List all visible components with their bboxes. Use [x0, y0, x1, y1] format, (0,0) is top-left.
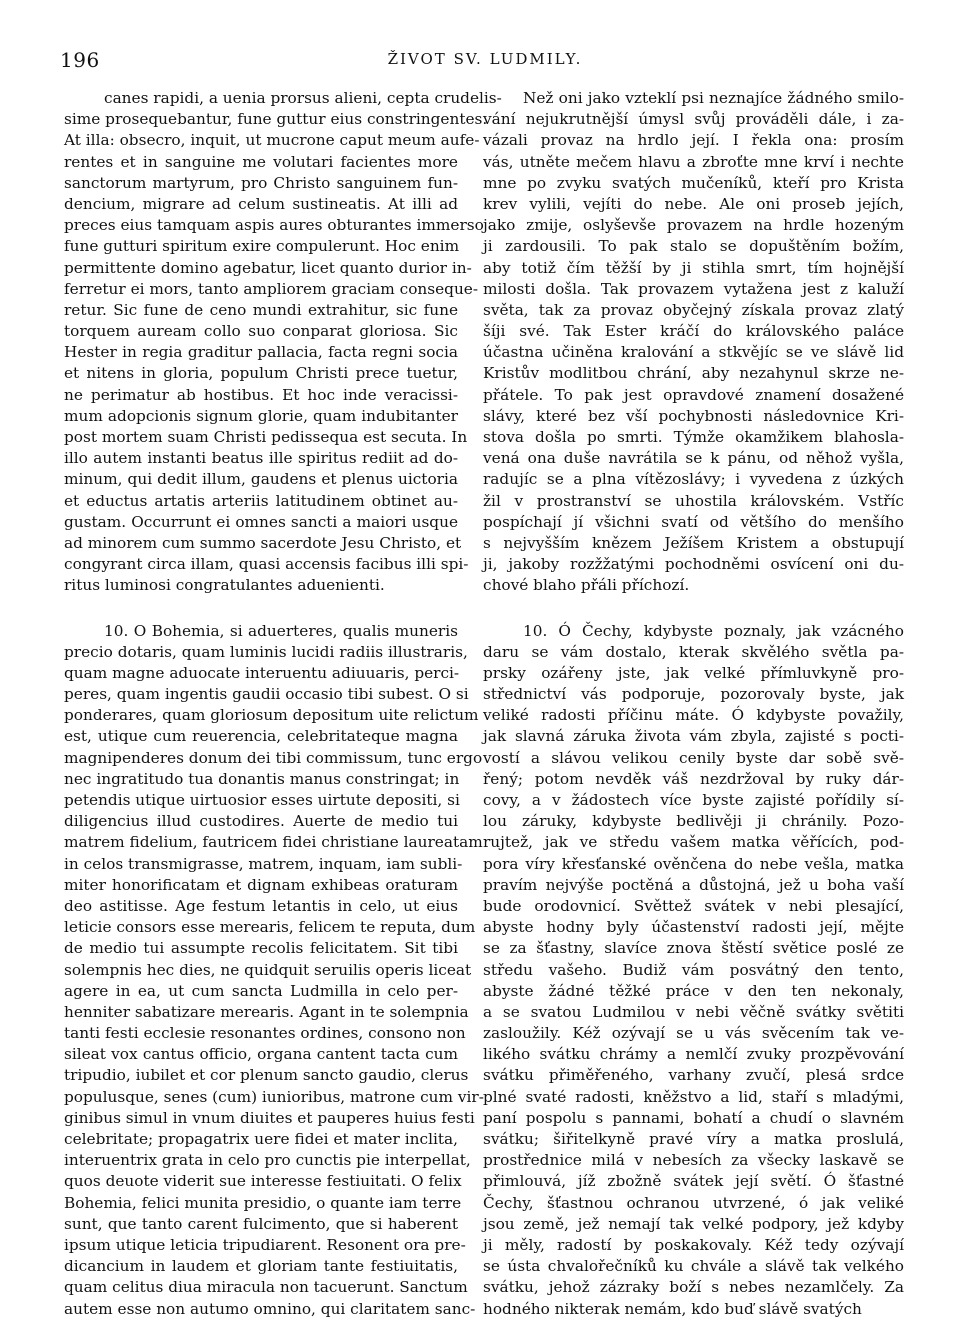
paragraph-gap [483, 597, 904, 621]
text-line: 10. O Bohemia, si aduerteres, qualis muneris [104, 621, 458, 640]
text-line: matrem fidelium, fautricem fidei christiane laureatam [64, 833, 483, 852]
text-line: permittente domino agebatur, licet quanto durior in- [64, 258, 472, 277]
latin-paragraph-2 [64, 621, 484, 1320]
text-line: mne po zvyku svatých mučeníků, kteří pro Krista [483, 173, 904, 192]
text-line: pravím nejvýše poctěná a důstojná, jež u boha vaší [483, 875, 904, 894]
text-line: svátku; šiřitelkyně pravé víry a matka proslulá, [483, 1130, 904, 1148]
text-line: pora víry křesťanské ověnčena do nebe vešla, matka [483, 854, 904, 873]
text-line: post mortem suam Christi pedissequa est secuta. In [64, 428, 468, 446]
text-line: preces eius tamquam aspis aures obturantes immerso [64, 216, 484, 235]
text-line: daru se vám dostalo, kterak skvělého světla pa- [483, 642, 904, 661]
text-line: šíji své. Tak Ester kráčí do královského paláce [483, 322, 904, 341]
text-line: prostřednice milá v nebesích za všecky laskavě se [483, 1151, 904, 1170]
text-line: vání nejukrutnější úmysl svůj prováděli dále, i za- [483, 110, 904, 129]
text-line: vostí a slávou velikou cenily byste dar sobě svě- [483, 748, 904, 767]
text-line: stova došla po smrti. Týmže okamžikem blahosla- [483, 428, 904, 446]
text-line: est, utique cum reuerencia, celebritateque magna [64, 727, 458, 746]
text-line: abyste hodny byly účastenství radosti její, mějte [483, 918, 904, 937]
text-line: ritus luminosi congratulantes aduenienti. [64, 576, 385, 595]
text-line: dicancium in laudem et gloriam tante festiuitatis, [64, 1257, 458, 1276]
page-header [60, 48, 910, 72]
text-line: krev vylili, vejíti do nebe. Ale oni proseb jejích, [483, 194, 904, 213]
text-line: covy, a v žádostech více byste zajisté pořídily sí- [483, 791, 904, 809]
text-line: quam magne aduocate interuentu adiuuaris, perci- [64, 663, 460, 682]
text-line: gustam. Occurrunt ei omnes sancti a maiori usque [64, 512, 458, 531]
text-line: a se svatou Ludmilou v nebi věčně svátky světiti [483, 1002, 904, 1021]
latin-column [64, 88, 502, 1320]
text-line: et nitens in gloria, populum Christi prece tuetur, [64, 364, 458, 383]
text-line: sime prosequebantur, fune guttur eius constringentes. [64, 110, 488, 129]
text-line: pospíchají jí všichni svatí od většího do menšího [483, 512, 904, 531]
text-line: deo astitisse. Age festum letantis in celo, ut eius [64, 896, 458, 915]
czech-paragraph-1 [483, 88, 904, 597]
text-line: ponderares, quam gloriosum depositum uite relictum [64, 706, 479, 725]
text-line: mum adopcionis signum glorie, quam indubitanter [64, 406, 458, 425]
text-line: autem esse non autumo omnino, qui claritatem sanc- [64, 1299, 476, 1318]
text-line: lou záruky, kdybyste bedlivěji ji chránily. Pozo- [483, 812, 904, 831]
text-line: de medio tui assumpte recolis felicitatem. Sit tibi [64, 939, 458, 958]
text-line: ad minorem cum summo sacerdote Jesu Christo, et [64, 533, 462, 552]
text-line: leticie consors esse merearis, felicem te reputa, dum [64, 918, 476, 937]
text-line: Kristův modlitbou chrání, aby nezahynul skrze ne- [483, 364, 904, 383]
text-line: rujtež, jak ve středu vašem matka věřících, pod- [483, 833, 904, 852]
czech-column [483, 88, 904, 1320]
text-line: aby totiž čím těžší by ji stihla smrt, tím hojnější [483, 258, 904, 277]
text-line: se za šťastny, slavíce znova štěstí světice poslé ze [483, 939, 904, 958]
text-line: slávy, které bez vší pochybnosti následovnice Kri- [483, 406, 904, 425]
text-line: magnipenderes donum dei tibi commissum, tunc ergo [64, 748, 483, 767]
text-line: quam celitus diua miracula non tacuerunt. Sanctum [64, 1278, 468, 1297]
text-line: plné svaté radosti, kněžstvo a lid, staří s mladými, [483, 1087, 904, 1106]
text-line: žil v prostranství se uhostila královském. Vstříc [483, 491, 904, 510]
text-line: At illa: obsecro, inquit, ut mucrone caput meum aufe- [64, 131, 480, 150]
text-line: ferretur ei mors, tanto ampliorem graciam conseque- [64, 279, 479, 298]
text-line: in celos transmigrasse, matrem, inquam, iam subli- [64, 854, 463, 873]
text-line: peres, quam ingentis gaudii occasio tibi subest. O si [64, 685, 469, 704]
text-line: ji zardousili. To pak stalo se dopuštěním božím, [483, 237, 904, 256]
text-line: tripudio, iubilet et cor plenum sancto gaudio, clerus [64, 1066, 469, 1085]
text-line: přátele. To pak jest opravdové znamení dosažené [483, 385, 904, 404]
text-line: veliké radosti příčinu máte. Ó kdybyste považily, [483, 706, 904, 725]
text-line: ne perimatur ab hostibus. Et hoc inde veracissi- [64, 385, 458, 404]
text-line: svátku, jehož zázraky boží s nebes nezamlčely. Za [483, 1278, 904, 1297]
text-line: střednictví vás podporuje, pozorovaly byste, jak [483, 685, 904, 704]
text-line: ji, jakoby rozžžatými pochodněmi osvícení oni du- [483, 555, 904, 574]
text-line: precio dotaris, quam luminis lucidi radiis illustraris, [64, 642, 468, 661]
text-line: abyste žádné těžké práce v den ten nekonaly, [483, 981, 904, 1000]
czech-paragraph-2 [483, 621, 904, 1320]
text-line: dencium, migrare ad celum sustineatis. At illi ad [64, 194, 458, 213]
text-line: jako zmije, oslyševše provazem na hrdle hozeným [483, 216, 904, 235]
text-line: likého svátku chrámy a nemlčí zvuky prozpěvování [483, 1045, 904, 1064]
text-line: agere in ea, ut cum sancta Ludmilla in celo per- [64, 981, 458, 1000]
text-line: s nejvyšším knězem Ježíšem Kristem a obstupují [483, 533, 904, 552]
text-line: retur. Sic fune de ceno mundi extrahitur, sic fune [64, 300, 458, 319]
page-number: 196 [60, 48, 100, 72]
text-line: sileat vox cantus officio, organa cantent tacta cum [64, 1045, 458, 1064]
text-line: vázali provaz na hrdlo její. I řekla ona: prosím [483, 131, 904, 150]
text-line: et eductus artatis arteriis latitudinem obtinet au- [64, 491, 458, 510]
text-line: celebritate; propagatrix uere fidei et mater inclita, [64, 1130, 458, 1148]
text-line: sunt, que tanto carent fulcimento, que si haberent [64, 1214, 458, 1233]
text-line: středu vašeho. Budiž vám posvátný den tento, [483, 960, 904, 979]
text-line: účastna učiněna kralování a stkvějíc se ve slávě lid [483, 343, 904, 362]
text-line: 10. Ó Čechy, kdybyste poznaly, jak vzácného [523, 621, 904, 640]
text-line: prsky ozářeny jste, jak velké přímluvkyně pro- [483, 663, 904, 682]
text-line: jsou země, jež nemají tak velké podpory, jež kdyby [483, 1214, 904, 1233]
text-line: bude orodovnicí. Světtež svátek v nebi plesající, [483, 896, 904, 915]
text-line: přimlouvá, jíž zbožně svátek její světí. Ó šťastné [483, 1172, 904, 1191]
text-line: ipsum utique leticia tripudiarent. Resonent ora pre- [64, 1235, 466, 1254]
text-line: congyrant circa illam, quasi accensis facibus illi spi- [64, 555, 469, 574]
text-line: populusque, senes (cum) iunioribus, matrone cum vir- [64, 1087, 484, 1106]
text-line: interuentrix grata in celo pro cunctis pie interpellat, [64, 1151, 471, 1170]
text-line: Čechy, šťastnou ochranou utvrzené, ó jak veliké [483, 1193, 904, 1212]
text-line: svátku přiměřeného, varhany zvučí, plesá srdce [483, 1066, 904, 1085]
text-line: Než oni jako vzteklí psi neznajíce žádného smilo- [523, 89, 904, 107]
text-line: řený; potom nevděk váš nezdržoval by ruky dár- [483, 769, 904, 788]
text-line: milosti došla. Tak provazem vytažena jest z kaluží [483, 279, 904, 298]
text-line: canes rapidi, a uenia prorsus alieni, cepta crudelis- [104, 89, 502, 107]
text-line: vás, utněte mečem hlavu a zbroťte mne krví i nechte [483, 152, 904, 171]
text-line: světa, tak za provaz obyčejný získala provaz zlatý [483, 300, 904, 319]
text-line: petendis utique uirtuosior esses uirtute depositi, si [64, 791, 460, 809]
text-line: paní pospolu s pannami, bohatí a chudí o slavném [483, 1108, 904, 1127]
text-line: torquem auream collo suo conparat gloriosa. Sic [64, 322, 458, 341]
text-line: miter honorificatam et dignam exhibeas oraturam [64, 875, 458, 894]
text-line: Bohemia, felici munita presidio, o quante iam terre [64, 1193, 462, 1212]
text-line: rentes et in sanguine me volutari facientes more [64, 152, 458, 171]
text-line: hodného nikterak nemám, kdo buď slávě svatých [483, 1299, 862, 1318]
text-line: henniter sabatizare merearis. Agant in te solempnia [64, 1002, 469, 1021]
text-line: Hester in regia graditur pallacia, facta regni socia [64, 343, 458, 362]
text-line: se ústa chvalořečníků ku chvále a slávě tak velkého [483, 1257, 904, 1276]
text-line: radujíc se a plna vítězoslávy; i vyvedena z úzkých [483, 470, 904, 489]
text-line: fune gutturi spiritum exire compulerunt. Hoc enim [64, 237, 460, 256]
text-line: illo autem instanti beatus ille spiritus rediit ad do- [64, 449, 458, 468]
text-line: minum, qui dedit illum, gaudens et plenus uictoria [64, 470, 458, 489]
text-line: sanctorum martyrum, pro Christo sanguinem fun- [64, 173, 458, 192]
text-line: vená ona duše navrátila se k pánu, od něhož vyšla, [483, 449, 904, 468]
text-line: ginibus simul in vnum diuites et pauperes huius festi [64, 1108, 475, 1127]
text-line: nec ingratitudo tua donantis manus constringat; in [64, 769, 460, 788]
text-line: solempnis hec dies, ne quidquit seruilis operis liceat [64, 960, 472, 979]
text-line: diligencius illud custodires. Auerte de medio tui [64, 812, 458, 831]
text-line: chové blaho přáli příchozí. [483, 576, 690, 595]
text-line: quos deuote viderit sue interesse festiuitati. O felix [64, 1172, 462, 1191]
text-line: jak slavná záruka života vám zbyla, zajisté s pocti- [483, 727, 904, 746]
text-line: zasloužily. Kéž ozývají se u vás svěcením tak ve- [483, 1024, 904, 1043]
latin-paragraph-1 [64, 88, 502, 597]
paragraph-gap [64, 597, 458, 621]
text-line: tanti festi ecclesie resonantes ordines, consono non [64, 1024, 466, 1043]
running-title: ŽIVOT SV. LUDMILY. [387, 50, 583, 68]
text-line: ji měly, radostí by poskakovaly. Kéž tedy ozývají [483, 1235, 904, 1254]
